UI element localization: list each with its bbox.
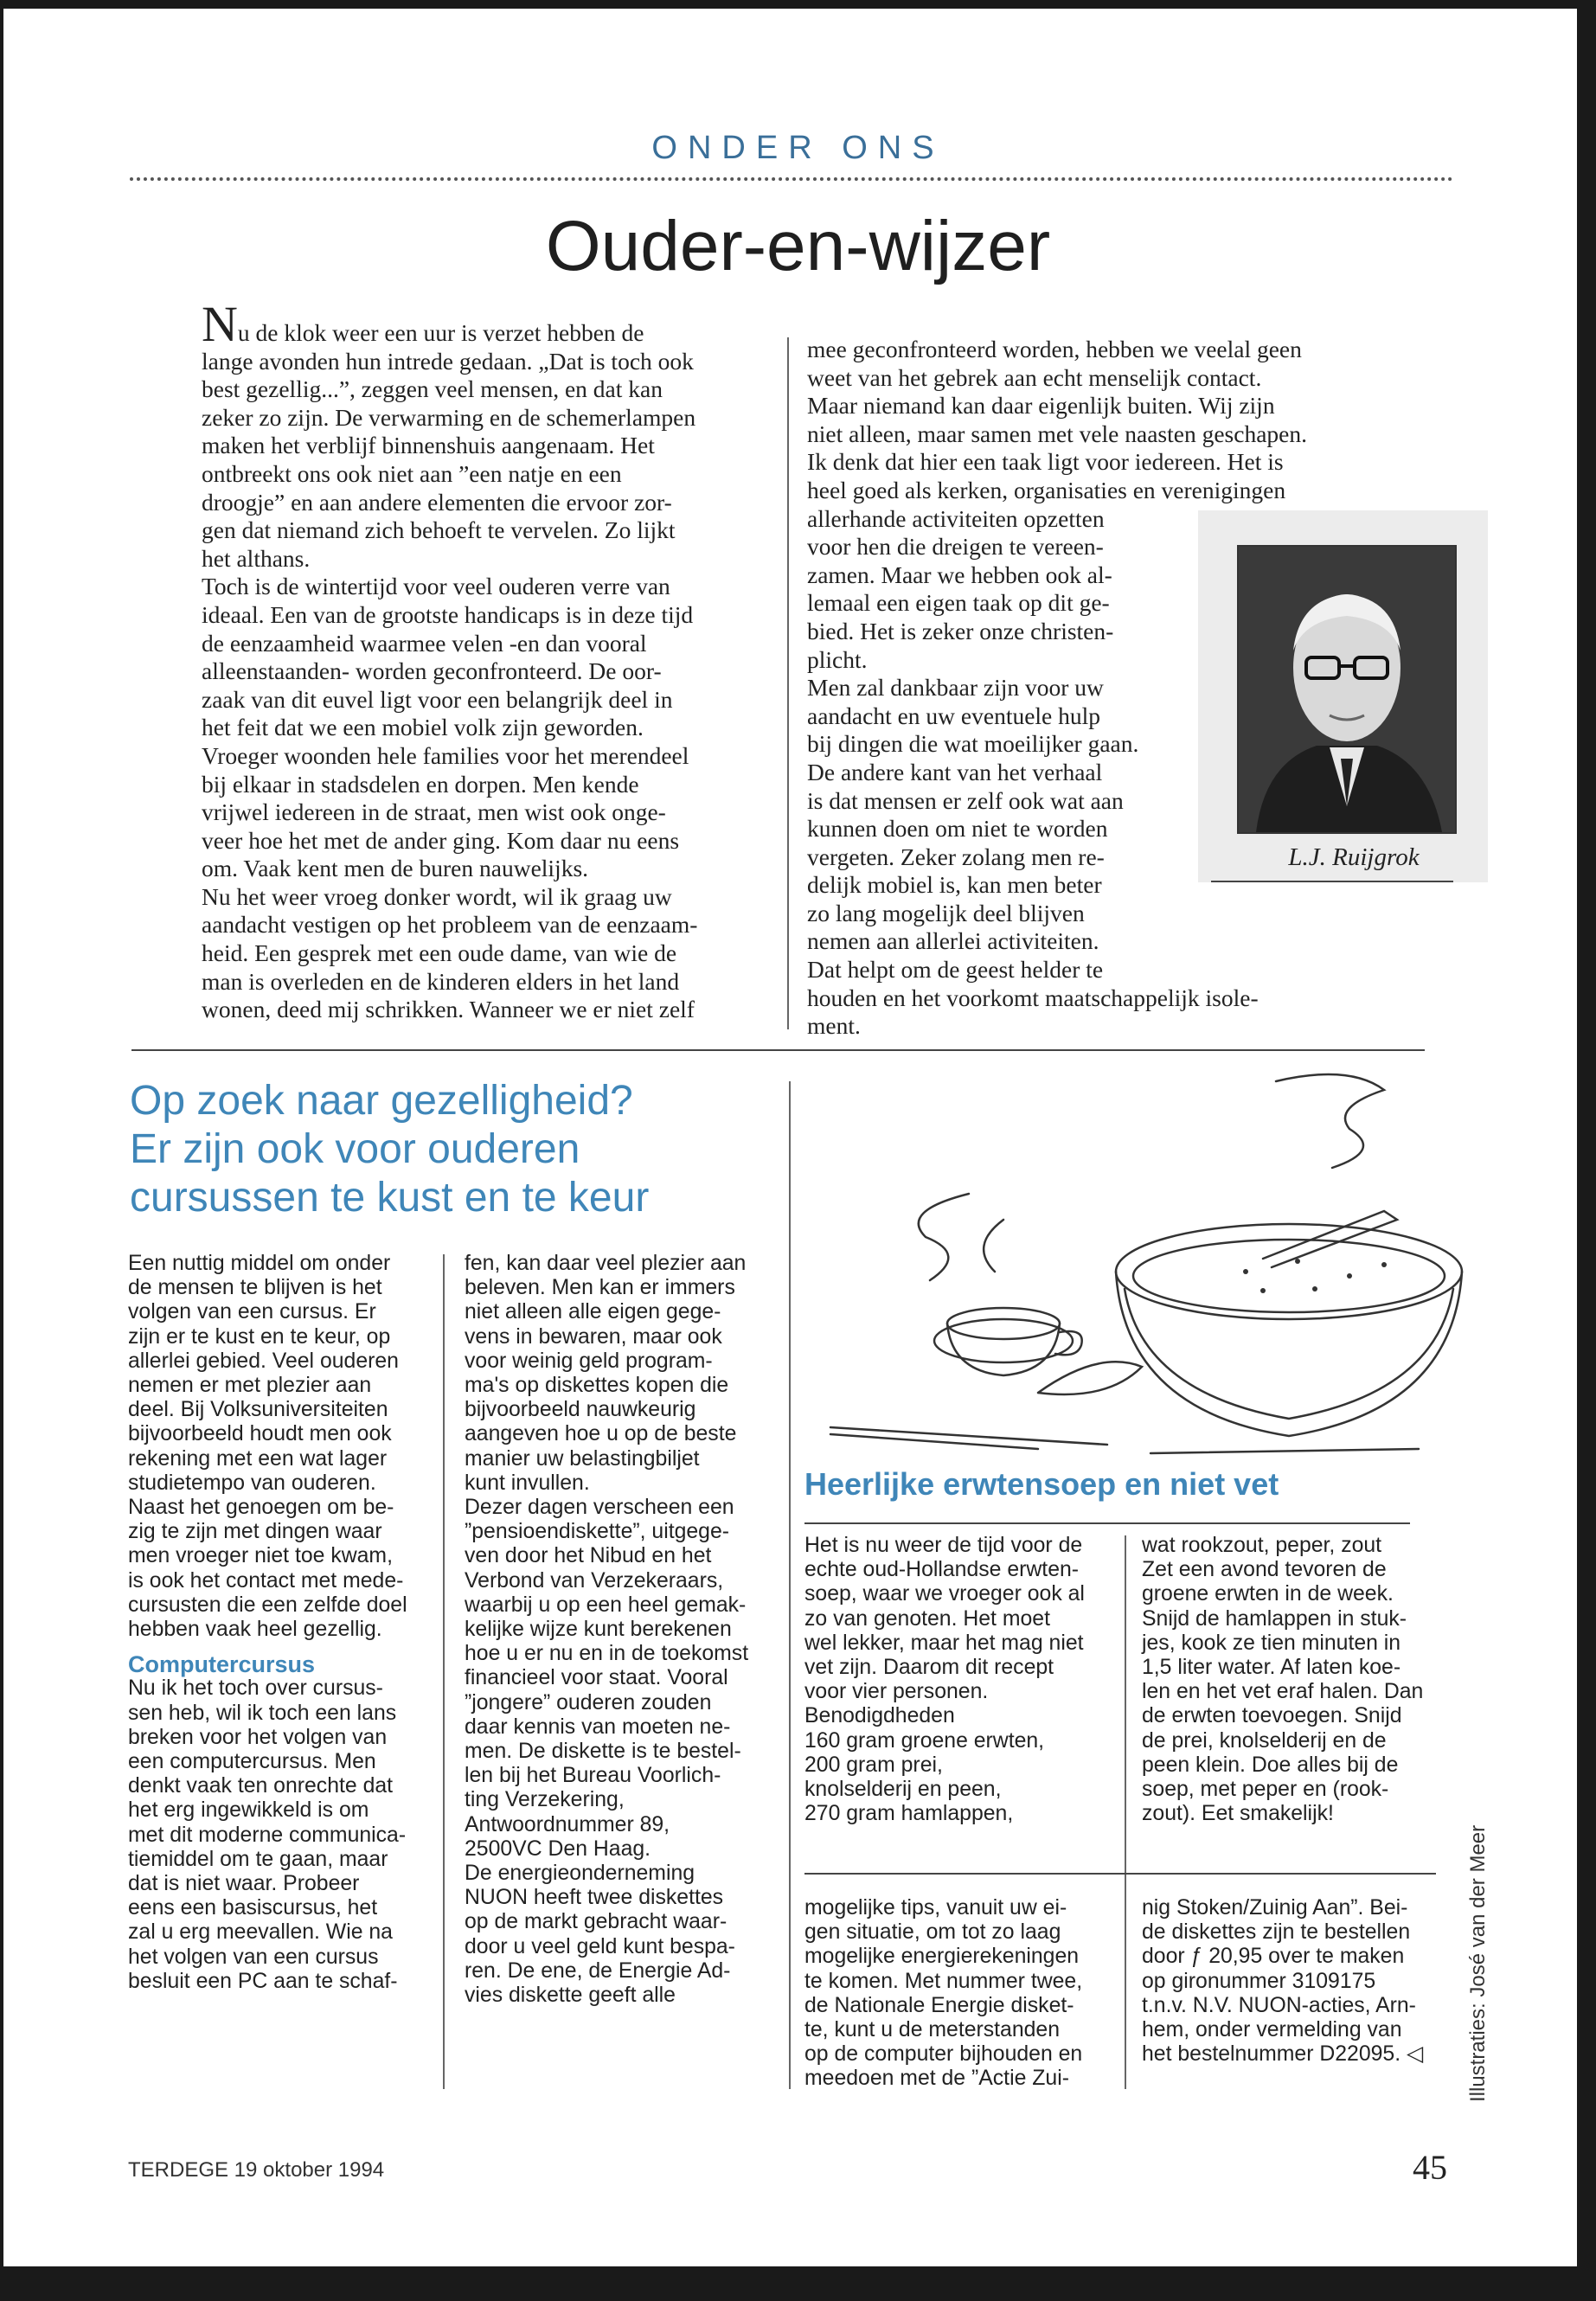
article-line: alleenstaanden- worden geconfronteerd. De oor-: [202, 657, 662, 685]
feature-line: volgen van een cursus. Er: [128, 1300, 376, 1324]
recipe-line: de prei, knolselderij en de: [1142, 1728, 1387, 1753]
article-line: De andere kant van het verhaal: [807, 758, 1103, 785]
feature-line: eens een basiscursus, het: [128, 1896, 378, 1920]
energy-line: t.n.v. N.V. NUON-acties, Arn-: [1142, 1993, 1416, 2017]
recipe-line: 270 gram hamlappen,: [804, 1802, 1014, 1826]
feature-line: kunt invullen.: [465, 1471, 590, 1495]
feature-line: een computercursus. Men: [128, 1750, 376, 1774]
feature-line: zig te zijn met dingen waar: [128, 1520, 382, 1544]
recipe-line: soep, waar we vroeger ook al: [804, 1582, 1085, 1606]
page-title: Ouder-en-wijzer: [545, 207, 1051, 285]
energy-line: op de computer bijhouden en: [804, 2042, 1083, 2067]
recipe-line: zout). Eet smakelijk!: [1142, 1802, 1334, 1826]
publication-footer: TERDEGE 19 oktober 1994: [128, 2158, 385, 2182]
feature-line: beleven. Men kan er immers: [465, 1276, 735, 1300]
feature-line: aangeven hoe u op de beste: [465, 1422, 737, 1446]
article-line: Vroeger woonden hele families voor het merendeel: [202, 741, 689, 769]
article-line: zo lang mogelijk deel blijven: [807, 899, 1085, 926]
article-line: delijk mobiel is, kan men beter: [807, 871, 1102, 899]
article-line: ideaal. Een van de grootste handicaps is in deze tijd: [202, 600, 694, 628]
article-line: Nu de klok weer een uur is verzet hebben de: [202, 296, 644, 352]
feature-line: waarbij u op een heel gemak-: [465, 1593, 747, 1617]
recipe-end-rule: [804, 1873, 1436, 1875]
feature-line: financieel voor staat. Vooral: [465, 1666, 728, 1690]
article-line: om. Vaak kent men de buren nauwelijks.: [202, 855, 589, 882]
article-line: vergeten. Zeker zolang men re-: [807, 843, 1105, 870]
feature-line: 2500VC Den Haag.: [465, 1836, 651, 1861]
feature-line: ”pensioendiskette”, uitgege-: [465, 1520, 730, 1544]
cup: [947, 1324, 1060, 1375]
steam-curl-right: [1276, 1074, 1384, 1168]
headline-line: Er zijn ook voor ouderen: [130, 1126, 580, 1172]
article-line: niet alleen, maar samen met vele naasten geschapen.: [807, 420, 1307, 447]
feature-line: ma's op diskettes kopen die: [465, 1374, 729, 1398]
feature-line: ting Verzekering,: [465, 1788, 625, 1812]
feature-line: dat is niet waar. Probeer: [128, 1872, 360, 1896]
feature-line: Nu ik het toch over cursus-: [128, 1676, 383, 1701]
feature-line: denkt vaak ten onrechte dat: [128, 1774, 394, 1798]
bowl-shade: [1125, 1289, 1453, 1419]
feature-line: Naast het genoegen om be-: [128, 1496, 394, 1520]
article-line: Maar niemand kan daar eigenlijk buiten. Wij zijn: [807, 392, 1275, 420]
article-line: plicht.: [807, 645, 868, 673]
feature-line: men vroeger niet toe kwam,: [128, 1544, 393, 1568]
drop-cap: N: [202, 296, 238, 352]
article-line: Toch is de wintertijd voor veel ouderen verre van: [202, 573, 670, 600]
article-line: weet van het gebrek aan echt menselijk contact.: [807, 363, 1262, 391]
feature-line: men. De diskette is te bestel-: [465, 1740, 741, 1764]
cup-handle: [1055, 1331, 1082, 1355]
recipe-line: wat rookzout, peper, zout: [1142, 1534, 1382, 1557]
illustration-credit: Illustraties: José van der Meer: [1466, 1824, 1490, 2102]
energy-column-1: [804, 1896, 1112, 2092]
article-line: best gezellig...”, zeggen veel mensen, en dat kan: [202, 375, 663, 403]
energy-line: mogelijke tips, vanuit uw ei-: [804, 1896, 1067, 1920]
section-divider: [131, 1049, 1425, 1051]
article-column-2: [807, 336, 1447, 1041]
recipe-line: de erwten toevoegen. Snijd: [1142, 1704, 1402, 1728]
bowl-body: [1116, 1272, 1462, 1436]
recipe-line: 160 gram groene erwten,: [804, 1728, 1045, 1753]
feature-subhead: Computercursus: [128, 1651, 316, 1678]
feature-line: Verbond van Verzekeraars,: [465, 1568, 724, 1593]
feature-line: ren. De ene, de Energie Ad-: [465, 1958, 731, 1983]
article-line: wonen, deed mij schrikken. Wanneer we er niet zelf: [202, 996, 695, 1023]
article-line: gen dat niemand zich behoeft te vervelen. Zo lijkt: [202, 516, 676, 544]
energy-column-2: [1142, 1896, 1440, 2067]
column-rule: [787, 337, 789, 1029]
recipe-line: Benodigdheden: [804, 1704, 955, 1728]
energy-line: het bestelnummer D22095. ◁: [1142, 2042, 1424, 2067]
bowl-rim: [1116, 1224, 1462, 1319]
scan-border-left: [0, 0, 3, 2301]
soup-bowl-illustration: [779, 1064, 1471, 1462]
article-line: lemaal een eigen taak op dit ge-: [807, 589, 1110, 617]
article-line: droogje” en aan andere elementen die ervoor zor-: [202, 488, 672, 516]
feature-line: deel. Bij Volksuniversiteiten: [128, 1398, 388, 1422]
feature-line: rekening met een wat lager: [128, 1446, 388, 1471]
recipe-line: zo van genoten. Het moet: [804, 1606, 1050, 1631]
scan-border-bottom: [0, 2266, 1596, 2301]
article-line: Men zal dankbaar zijn voor uw: [807, 674, 1104, 702]
recipe-line: knolselderij en peen,: [804, 1778, 1002, 1802]
energy-line: de diskettes zijn te bestellen: [1142, 1920, 1411, 1945]
feature-line: NUON heeft twee diskettes: [465, 1886, 724, 1910]
feature-line: breken voor het volgen van: [128, 1725, 388, 1749]
energy-line: te, kunt u de meterstanden: [804, 2018, 1060, 2042]
headline-line: cursussen te kust en te keur: [130, 1175, 650, 1221]
column-rule: [1125, 1535, 1126, 2089]
recipe-line: vet zijn. Daarom dit recept: [804, 1656, 1054, 1680]
feature-line: ”jongere” ouderen zouden: [465, 1690, 712, 1715]
recipe-line: voor vier personen.: [804, 1680, 989, 1704]
recipe-line: peen klein. Doe alles bij de: [1142, 1753, 1399, 1777]
article-line: kunnen doen om niet te worden: [807, 815, 1108, 843]
column-rule: [789, 1081, 791, 2089]
energy-line: te komen. Met nummer twee,: [804, 1969, 1083, 1993]
feature-line: met dit moderne communica-: [128, 1823, 407, 1847]
article-line: is dat mensen er zelf ook wat aan: [807, 786, 1124, 814]
article-line: het feit dat we een mobiel volk zijn geworden.: [202, 714, 644, 741]
feature-line: daar kennis van moeten ne-: [465, 1715, 731, 1739]
energy-line: meedoen met de ”Actie Zui-: [804, 2067, 1069, 2091]
energy-line: op gironummer 3109175: [1142, 1969, 1376, 1993]
energy-line: nig Stoken/Zuinig Aan”. Bei-: [1142, 1896, 1408, 1920]
feature-line: het volgen van een cursus: [128, 1945, 379, 1969]
recipe-title: Heerlijke erwtensoep en niet vet: [804, 1466, 1279, 1502]
feature-line: cursusten die een zelfde doel: [128, 1593, 407, 1617]
recipe-line: soep, met peper en (rook-: [1142, 1778, 1389, 1802]
article-line: bied. Het is zeker onze christen-: [807, 617, 1114, 644]
feature-line: hoe u er nu en in de toekomst: [465, 1642, 749, 1666]
feature-line: de mensen te blijven is het: [128, 1276, 382, 1300]
article-line: heel goed als kerken, organisaties en verenigingen: [807, 476, 1286, 503]
feature-line: len bij het Bureau Voorlich-: [465, 1764, 721, 1788]
article-line: ontbreekt ons ook niet aan ”een natje en een: [202, 459, 622, 487]
recipe-line: jes, kook ze tien minuten in: [1142, 1631, 1401, 1655]
feature-line: sen heb, wil ik toch een lans: [128, 1701, 397, 1725]
recipe-line: echte oud-Hollandse erwten-: [804, 1558, 1080, 1582]
dotted-divider: [130, 177, 1453, 181]
feature-line: vies diskette geeft alle: [465, 1984, 676, 2008]
photo-caption: L.J. Ruijgrok: [1288, 843, 1420, 871]
feature-line: Een nuttig middel om onder: [128, 1252, 391, 1275]
recipe-title-rule: [804, 1522, 1410, 1524]
article-line: heid. Een gesprek met een oude dame, van wie de: [202, 939, 677, 967]
recipe-line: Snijd de hamlappen in stuk-: [1142, 1606, 1407, 1631]
recipe-line: Zet een avond tevoren de: [1142, 1558, 1387, 1582]
feature-column-1: [128, 1252, 439, 1994]
feature-line: vens in bewaren, maar ook: [465, 1324, 722, 1349]
article-line: mee geconfronteerd worden, hebben we veelal geen: [807, 336, 1302, 362]
article-line: allerhande activiteiten opzetten: [807, 504, 1105, 532]
saucer: [934, 1319, 1073, 1362]
article-line: Nu het weer vroeg donker wordt, wil ik graag uw: [202, 882, 672, 910]
feature-line: besluit een PC aan te schaf-: [128, 1969, 398, 1993]
recipe-column-1: [804, 1534, 1112, 1826]
feature-line: voor weinig geld program-: [465, 1349, 713, 1373]
feature-line: fen, kan daar veel plezier aan: [465, 1252, 747, 1275]
feature-line: zal u erg meevallen. Wie na: [128, 1920, 393, 1945]
article-line: voor hen die dreigen te vereen-: [807, 533, 1104, 561]
steam-curl-left: [919, 1194, 969, 1280]
feature-headline: [130, 1077, 649, 1222]
article-line: man is overleden en de kinderen elders in het land: [202, 967, 680, 995]
feature-line: tiemiddel om te gaan, maar: [128, 1847, 388, 1871]
bowl-inner: [1133, 1240, 1445, 1312]
feature-line: bijvoorbeeld nauwkeurig: [465, 1398, 696, 1422]
article-line: zaak van dit euvel ligt voor een belangrijk deel in: [202, 685, 673, 713]
article-line: Ik denk dat hier een taak ligt voor iedereen. Het is: [807, 448, 1284, 476]
article-line: ment.: [807, 1012, 861, 1040]
feature-column-2: [465, 1252, 785, 2008]
energy-line: door ƒ 20,95 over te maken: [1142, 1945, 1405, 1969]
feature-line: allerlei gebied. Veel ouderen: [128, 1349, 399, 1373]
article-line: Dat helpt om de geest helder te: [807, 956, 1104, 984]
scan-border-right: [1577, 0, 1596, 2301]
feature-line: De energieonderneming: [465, 1862, 695, 1886]
feature-line: hebben vaak heel gezellig.: [128, 1618, 382, 1642]
energy-line: de Nationale Energie disket-: [804, 1993, 1074, 2017]
article-line: het althans.: [202, 544, 311, 572]
steam-curl-small: [984, 1220, 1003, 1272]
page-number: 45: [1413, 2148, 1447, 2187]
recipe-line: wel lekker, maar het mag niet: [804, 1631, 1084, 1655]
article-line: aandacht vestigen op het probleem van de eenzaam-: [202, 911, 698, 939]
energy-line: hem, onder vermelding van: [1142, 2018, 1402, 2042]
article-line: aandacht en uw eventuele hulp: [807, 702, 1101, 729]
feature-line: bijvoorbeeld houdt men ook: [128, 1422, 392, 1446]
article-line: vrijwel iedereen in de straat, men wist ook onge-: [202, 798, 666, 826]
feature-line: ven door het Nibud en het: [465, 1544, 712, 1568]
feature-line: op de markt gebracht waar-: [465, 1910, 727, 1934]
article-line: zeker zo zijn. De verwarming en de schemerlampen: [202, 403, 696, 431]
recipe-line: 1,5 liter water. Af laten koe-: [1142, 1656, 1401, 1680]
feature-line: is ook het contact met mede-: [128, 1568, 404, 1593]
article-line: zamen. Maar we hebben ook al-: [807, 561, 1112, 588]
recipe-line: Het is nu weer de tijd voor de: [804, 1534, 1083, 1557]
feature-line: het erg ingewikkeld is om: [128, 1798, 369, 1823]
feature-line: niet alleen alle eigen gege-: [465, 1300, 721, 1324]
article-line: bij elkaar in stadsdelen en dorpen. Men kende: [202, 770, 639, 798]
article-line: veer hoe het met de ander ging. Kom daar nu eens: [202, 826, 680, 854]
article-line: houden en het voorkomt maatschappelijk isole-: [807, 984, 1259, 1011]
feature-line: manier uw belastingbiljet: [465, 1446, 700, 1471]
recipe-line: groene erwten in de week.: [1142, 1582, 1394, 1606]
feature-line: kelijke wijze kunt berekenen: [465, 1618, 732, 1642]
recipe-line: 200 gram prei,: [804, 1753, 943, 1777]
recipe-line: len en het vet eraf halen. Dan: [1142, 1680, 1424, 1704]
column-rule: [443, 1254, 445, 2089]
feature-line: door u veel geld kunt bespa-: [465, 1934, 735, 1958]
article-line: de eenzaamheid waarmee velen -en dan vooral: [202, 629, 647, 657]
energy-line: mogelijke energierekeningen: [804, 1945, 1080, 1969]
feature-line: studietempo van ouderen.: [128, 1471, 376, 1495]
article-line: lange avonden hun intrede gedaan. „Dat is toch ook: [202, 347, 694, 375]
feature-line: Antwoordnummer 89,: [465, 1812, 670, 1836]
feature-line: zijn er te kust en te keur, op: [128, 1324, 391, 1349]
table-lines: [830, 1427, 1419, 1453]
section-label: ONDER ONS: [651, 130, 945, 166]
headline-line: Op zoek naar gezelligheid?: [130, 1078, 633, 1124]
article-line: nemen aan allerlei activiteiten.: [807, 927, 1099, 955]
scan-border-top: [0, 0, 1596, 9]
bread: [1038, 1362, 1142, 1394]
feature-line: nemen er met plezier aan: [128, 1374, 372, 1398]
article-line: bij dingen die wat moeilijker gaan.: [807, 730, 1139, 758]
feature-line: Dezer dagen verscheen een: [465, 1496, 734, 1520]
recipe-column-2: [1142, 1534, 1440, 1826]
article-line: maken het verblijf binnenshuis aangenaam. Het: [202, 432, 655, 459]
article-column-1: [202, 296, 755, 1024]
energy-line: gen situatie, om tot zo laag: [804, 1920, 1061, 1945]
